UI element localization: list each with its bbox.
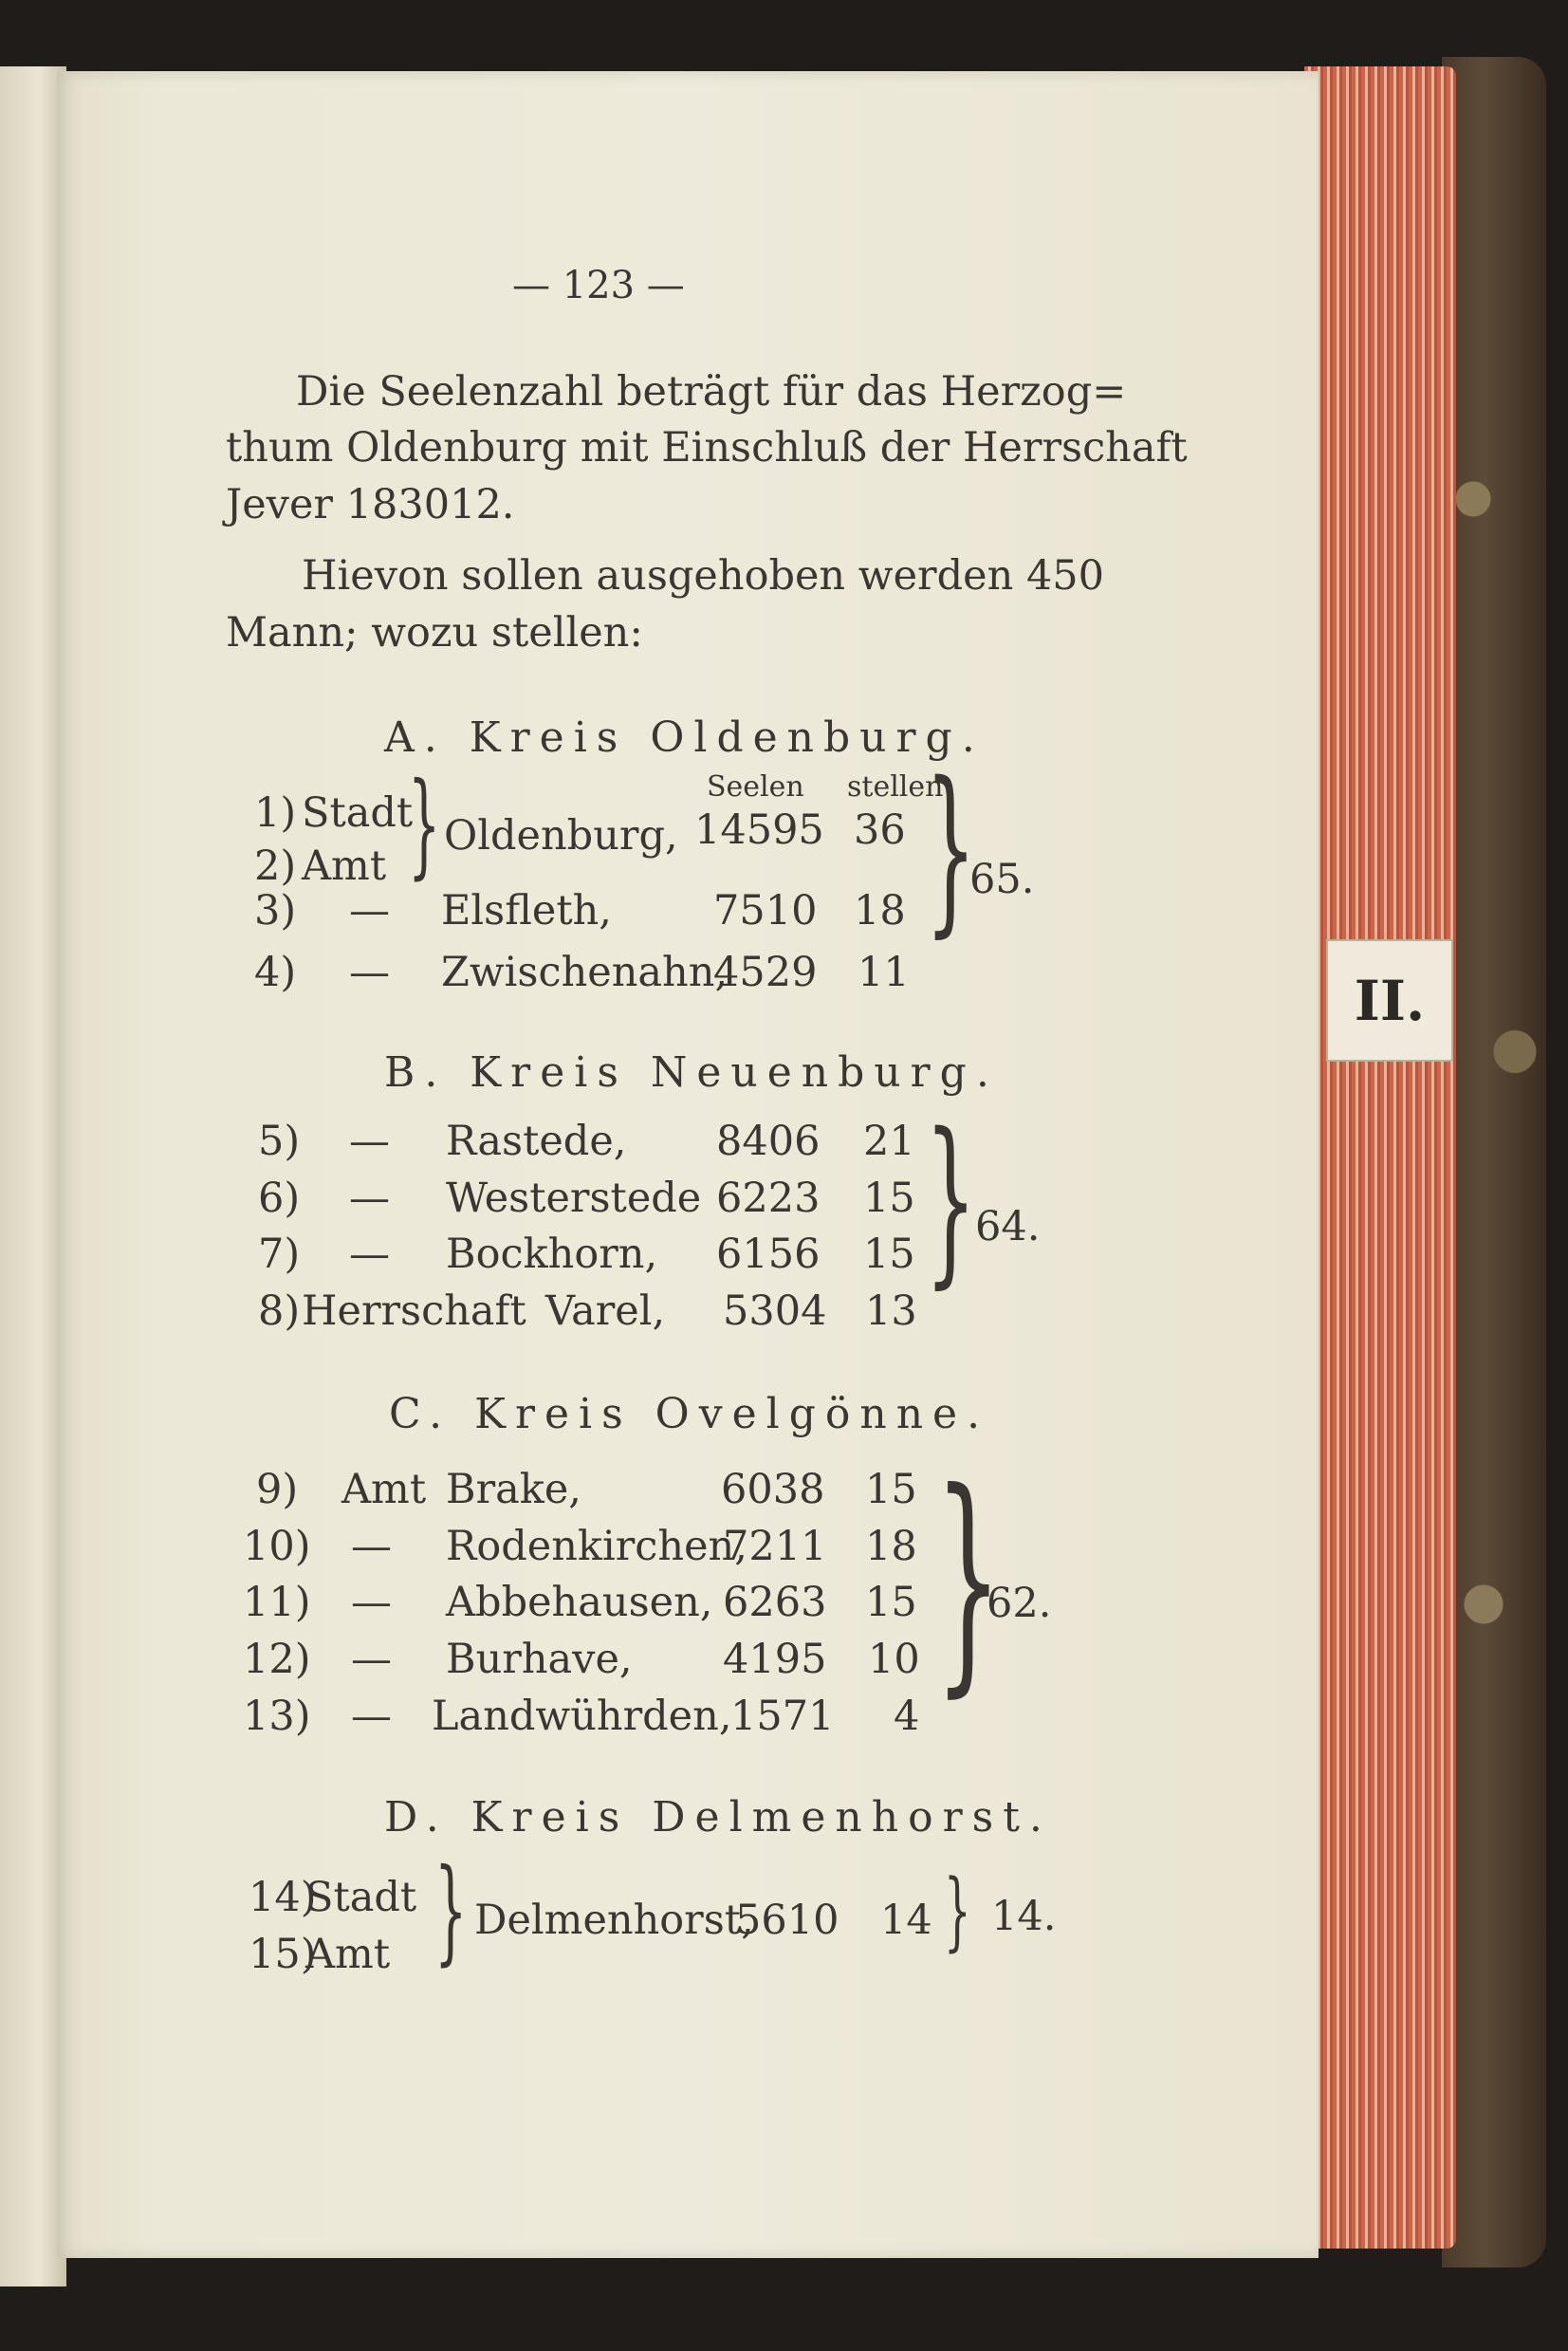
row-8-num: 8): [258, 1287, 301, 1335]
row-4-type: —: [349, 949, 390, 996]
row-1-num: 1): [254, 789, 297, 837]
row-10-seelen: 7211: [723, 1523, 827, 1570]
row-15-num: 15): [249, 1931, 317, 1978]
row-1-stellen: 36: [854, 806, 906, 854]
row-6-type: —: [349, 1175, 390, 1222]
row-3-stellen: 18: [854, 887, 906, 935]
second-line-1: Hievon sollen ausgehoben werden 450: [302, 552, 1105, 600]
row-15-type: Amt: [305, 1931, 391, 1978]
brace-stadt-amt-a: }: [408, 759, 441, 891]
book-cover: [1442, 57, 1546, 2268]
row-11-type: —: [351, 1579, 392, 1626]
brace-section-b: }: [925, 1095, 977, 1305]
row-14-num: 14): [249, 1874, 317, 1921]
row-13-name: Landwührden,: [432, 1693, 732, 1740]
row-12-name: Burhave,: [446, 1636, 633, 1683]
section-c-heading: C. Kreis Ovelgönne.: [389, 1390, 990, 1438]
row-3-num: 3): [254, 887, 297, 935]
row-8-type: Herrschaft: [302, 1287, 526, 1335]
row-12-seelen: 4195: [723, 1636, 827, 1683]
row-6-name: Westerstede: [446, 1175, 702, 1222]
row-4-name: Zwischenahn,: [441, 949, 729, 996]
row-6-stellen: 15: [863, 1175, 915, 1222]
row-14-stellen: 14: [880, 1897, 932, 1944]
row-5-type: —: [349, 1118, 390, 1165]
row-5-stellen: 21: [863, 1118, 915, 1165]
row-5-name: Rastede,: [446, 1118, 627, 1165]
row-14-name: Delmenhorst,: [474, 1897, 754, 1944]
row-8-stellen: 13: [865, 1287, 917, 1335]
row-11-name: Abbehausen,: [446, 1579, 713, 1626]
intro-line-3: Jever 183012.: [226, 481, 515, 528]
intro-line-1: Die Seelenzahl beträgt für das Herzog=: [296, 368, 1127, 416]
row-7-num: 7): [258, 1231, 301, 1278]
row-3-type: —: [349, 887, 390, 935]
page-edges: [1304, 66, 1456, 2249]
brace-stadt-amt-d: }: [434, 1845, 468, 1977]
section-b-total: 64.: [975, 1203, 1041, 1250]
row-9-stellen: 15: [865, 1466, 917, 1513]
row-9-name: Brake,: [446, 1466, 581, 1513]
row-13-type: —: [351, 1693, 392, 1740]
row-4-seelen: 4529: [713, 949, 818, 996]
row-3-name: Elsfleth,: [441, 887, 612, 935]
row-1-seelen: 14595: [694, 806, 824, 854]
row-9-num: 9): [256, 1466, 299, 1513]
section-c-total: 62.: [987, 1580, 1052, 1627]
row-7-stellen: 15: [863, 1231, 915, 1278]
row-1-type: Stadt: [302, 789, 414, 837]
row-13-num: 13): [243, 1693, 311, 1740]
page-number: — 123 —: [512, 264, 685, 307]
section-a-total: 65.: [969, 856, 1035, 903]
row-11-num: 11): [243, 1579, 311, 1626]
row-4-stellen: 11: [858, 949, 910, 996]
row-14-seelen: 5610: [735, 1897, 839, 1944]
section-d-heading: D. Kreis Delmenhorst.: [384, 1793, 1052, 1842]
section-a-heading: A. Kreis Oldenburg.: [384, 713, 985, 762]
row-10-name: Rodenkirchen,: [446, 1523, 747, 1570]
row-1-name: Oldenburg,: [444, 812, 678, 860]
row-8-seelen: 5304: [723, 1287, 827, 1335]
intro-line-2: thum Oldenburg mit Einschluß der Herrschaft: [226, 424, 1188, 472]
brace-section-c: }: [934, 1441, 1003, 1717]
row-7-name: Bockhorn,: [446, 1231, 658, 1278]
row-7-type: —: [349, 1231, 390, 1278]
row-13-seelen: 1571: [730, 1693, 835, 1740]
thumb-tab-label: II.: [1326, 939, 1453, 1062]
row-8-name: Varel,: [545, 1287, 666, 1335]
row-13-stellen: 4: [894, 1693, 920, 1740]
col-header-seelen: Seelen: [707, 770, 804, 804]
row-14-type: Stadt: [305, 1874, 417, 1921]
row-12-type: —: [351, 1636, 392, 1683]
row-5-num: 5): [258, 1118, 301, 1165]
row-6-num: 6): [258, 1175, 301, 1222]
row-9-type: Amt: [341, 1466, 427, 1513]
row-11-seelen: 6263: [723, 1579, 827, 1626]
brace-section-d: }: [944, 1861, 971, 1961]
row-2-num: 2): [254, 842, 297, 890]
row-10-stellen: 18: [865, 1523, 917, 1570]
row-6-seelen: 6223: [716, 1175, 821, 1222]
row-9-seelen: 6038: [721, 1466, 825, 1513]
col-header-stellen: stellen: [847, 770, 944, 804]
row-5-seelen: 8406: [716, 1118, 821, 1165]
row-11-stellen: 15: [865, 1579, 917, 1626]
section-d-total: 14.: [991, 1893, 1057, 1940]
row-10-num: 10): [243, 1523, 311, 1570]
row-3-seelen: 7510: [713, 887, 818, 935]
row-7-seelen: 6156: [716, 1231, 821, 1278]
row-10-type: —: [351, 1523, 392, 1570]
brace-section-a: }: [925, 744, 977, 953]
row-2-type: Amt: [302, 842, 387, 890]
row-12-num: 12): [243, 1636, 311, 1683]
second-line-2: Mann; wozu stellen:: [226, 609, 643, 657]
row-12-stellen: 10: [868, 1636, 920, 1683]
row-4-num: 4): [254, 949, 297, 996]
section-b-heading: B. Kreis Neuenburg.: [384, 1048, 999, 1097]
